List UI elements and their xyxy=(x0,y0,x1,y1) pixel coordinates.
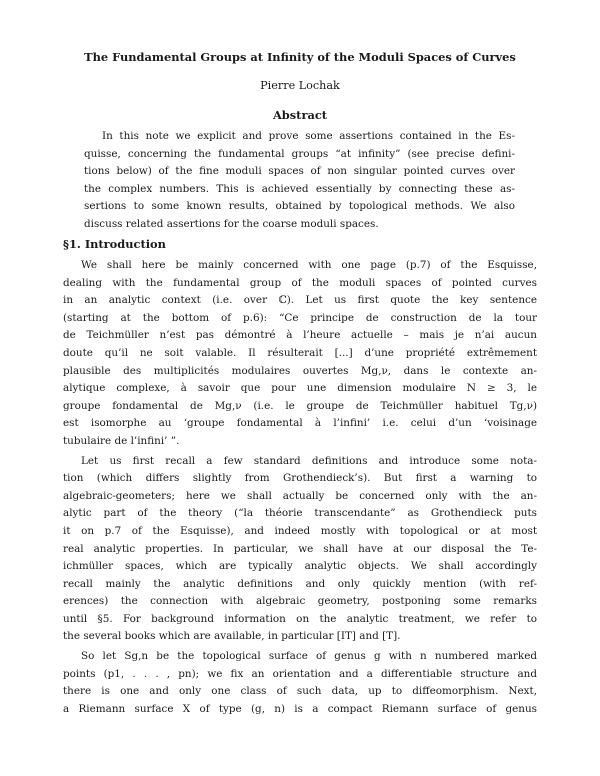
paragraph xyxy=(63,257,537,451)
abstract-heading: Abstract xyxy=(272,108,328,122)
text-line: real analytic properties. In particular, we shall have at our disposal the Te- xyxy=(63,542,537,555)
text-line: groupe fondamental de Mg,ν (i.e. le groupe de Teichmüller habituel Tg,ν) xyxy=(63,399,537,412)
text-line: until §5. For background information on the analytic treatment, we refer to xyxy=(63,612,537,625)
text-line: plausible des multiplicités modulaires ouvertes Mg,ν, dans le contexte an- xyxy=(63,364,537,377)
text-line: recall mainly the analytic definitions and only quickly mention (with ref- xyxy=(63,577,537,590)
text-line: tion (which differs slightly from Grothendieck’s). But first a warning to xyxy=(63,472,537,485)
section-heading: §1. Introduction xyxy=(63,237,166,251)
abstract-line: the complex numbers. This is achieved essentially by connecting these as- xyxy=(84,182,515,195)
text-line: ichmüller spaces, which are typically analytic objects. We shall accordingly xyxy=(63,560,537,573)
text-line: Let us first recall a few standard definitions and introduce some nota- xyxy=(81,454,537,467)
text-line: alytique complexe, à savoir que pour une dimension modulaire N ≥ 3, le xyxy=(63,382,537,395)
abstract-line: sertions to some known results, obtained by topological methods. We also xyxy=(84,200,515,213)
text-line: So let Sg,n be the topological surface of genus g with n numbered marked xyxy=(81,650,537,663)
text-line: We shall here be mainly concerned with one page (p.7) of the Esquisse, xyxy=(81,259,537,271)
text-line: the several books which are available, in particular [IT] and [T]. xyxy=(63,630,401,643)
text-line: in an analytic context (i.e. over ℂ). Let us first quote the key sentence xyxy=(63,294,537,307)
paragraph xyxy=(63,648,537,718)
text-line: a Riemann surface X of type (g, n) is a compact Riemann surface of genus xyxy=(63,702,537,715)
section-body xyxy=(63,257,537,718)
text-line: there is one and only one class of such data, up to diffeomorphism. Next, xyxy=(63,685,537,698)
text-line: tubulaire de l’infini’ ”. xyxy=(63,434,180,447)
paper-title: The Fundamental Groups at Infinity of the Moduli Spaces of Curves xyxy=(84,50,516,64)
abstract-line: tions below) of the fine moduli spaces of non singular pointed curves over xyxy=(84,165,515,178)
text-line: it on p.7 of the Esquisse), and indeed mostly with topological or at most xyxy=(63,524,537,537)
abstract-line: quisse, concerning the fundamental groups “at infinity” (see precise defini- xyxy=(84,147,515,160)
paragraph xyxy=(63,453,537,647)
text-line: doute qu’il ne soit valable. Il résulterait [...] d’une propriété extrêmement xyxy=(63,346,537,359)
text-line: (starting at the bottom of p.6): “Ce principe de construction de la tour xyxy=(63,311,537,324)
abstract-line: discuss related assertions for the coarse moduli spaces. xyxy=(84,217,379,230)
text-line: algebraic-geometers; here we shall actually be concerned only with the an- xyxy=(63,489,537,502)
text-line: est isomorphe au ‘groupe fondamental à l’infini’ i.e. celui d’un ‘voisinage xyxy=(63,417,537,430)
text-line: erences) the connection with algebraic geometry, postponing some remarks xyxy=(63,595,537,608)
abstract-line: In this note we explicit and prove some assertions contained in the Es- xyxy=(102,130,515,142)
text-line: alytic part of the theory (“la théorie transcendante” as Grothendieck puts xyxy=(63,507,537,520)
text-line: de Teichmüller n’est pas démontré à l’heure actuelle – mais je n’ai aucun xyxy=(63,329,537,342)
text-line: points (p1, . . . , pn); we fix an orientation and a differentiable structure and xyxy=(63,667,537,680)
abstract-body xyxy=(84,128,515,234)
author-name: Pierre Lochak xyxy=(260,79,340,92)
text-line: dealing with the fundamental group of the moduli spaces of pointed curves xyxy=(63,276,537,289)
